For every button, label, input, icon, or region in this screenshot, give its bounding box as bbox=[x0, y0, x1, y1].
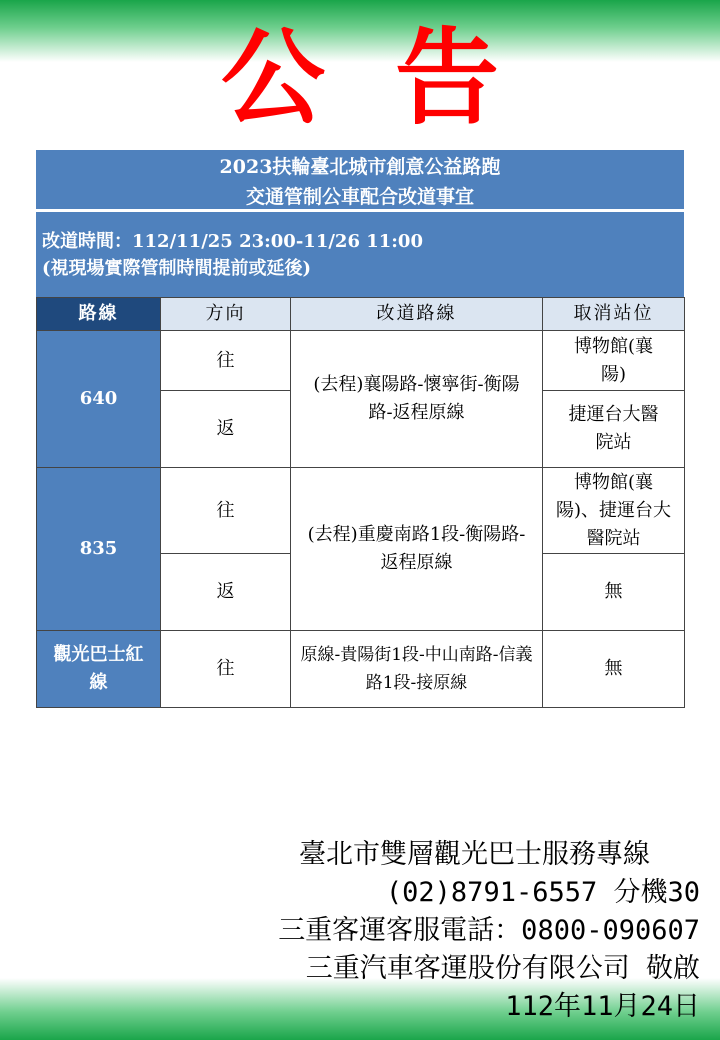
hotline-number: (02)8791-6557 分機30 bbox=[385, 877, 700, 908]
notice-block bbox=[36, 150, 684, 708]
detour-time-block bbox=[36, 212, 684, 297]
detour-time: 改道時間：112/11/25 23:00-11/26 11:00 bbox=[42, 231, 423, 252]
direction-cell: 往 bbox=[161, 331, 291, 391]
company-signature: 三重汽車客運股份有限公司 敬啟 bbox=[305, 953, 700, 984]
heading-line-2: 交通管制公車配合改道事宜 bbox=[245, 186, 474, 208]
detour-cell: (去程)重慶南路1段-衡陽路-返程原線 bbox=[291, 468, 543, 631]
table-header-row bbox=[37, 298, 685, 331]
detour-cell: (去程)襄陽路-懷寧街-衡陽路-返程原線 bbox=[291, 331, 543, 468]
notice-date: 112年11月24日 bbox=[505, 991, 700, 1022]
cancel-cell: 博物館(襄陽) bbox=[543, 331, 685, 391]
cancel-cell: 捷運台大醫院站 bbox=[543, 391, 685, 468]
heading-line-1: 2023扶輪臺北城市創意公益路跑 bbox=[219, 156, 501, 178]
table-row bbox=[37, 331, 685, 391]
cancel-cell: 博物館(襄陽)、捷運台大醫院站 bbox=[543, 468, 685, 554]
footer-contact bbox=[278, 836, 700, 1026]
table-row bbox=[37, 468, 685, 554]
direction-cell: 往 bbox=[161, 468, 291, 554]
route-tourist-bus-red: 觀光巴士紅線 bbox=[37, 631, 161, 708]
hotline-label: 臺北市雙層觀光巴士服務專線 bbox=[299, 839, 650, 870]
route-640: 640 bbox=[37, 331, 161, 468]
cancel-cell: 無 bbox=[543, 554, 685, 631]
direction-cell: 返 bbox=[161, 554, 291, 631]
page-title: 公告 bbox=[220, 17, 569, 139]
column-header-direction: 方向 bbox=[161, 298, 291, 331]
service-phone: 三重客運客服電話：0800-090607 bbox=[278, 915, 700, 946]
detour-cell: 原線-貴陽街1段-中山南路-信義路1段-接原線 bbox=[291, 631, 543, 708]
column-header-detour: 改道路線 bbox=[291, 298, 543, 331]
direction-cell: 返 bbox=[161, 391, 291, 468]
notice-heading bbox=[36, 150, 684, 212]
direction-cell: 往 bbox=[161, 631, 291, 708]
detour-time-note: (視現場實際管制時間提前或延後) bbox=[42, 258, 312, 279]
cancel-cell: 無 bbox=[543, 631, 685, 708]
column-header-cancelled-stops: 取消站位 bbox=[543, 298, 685, 331]
column-header-route: 路線 bbox=[37, 298, 161, 331]
table-row bbox=[37, 631, 685, 708]
detour-table bbox=[36, 297, 685, 708]
route-835: 835 bbox=[37, 468, 161, 631]
